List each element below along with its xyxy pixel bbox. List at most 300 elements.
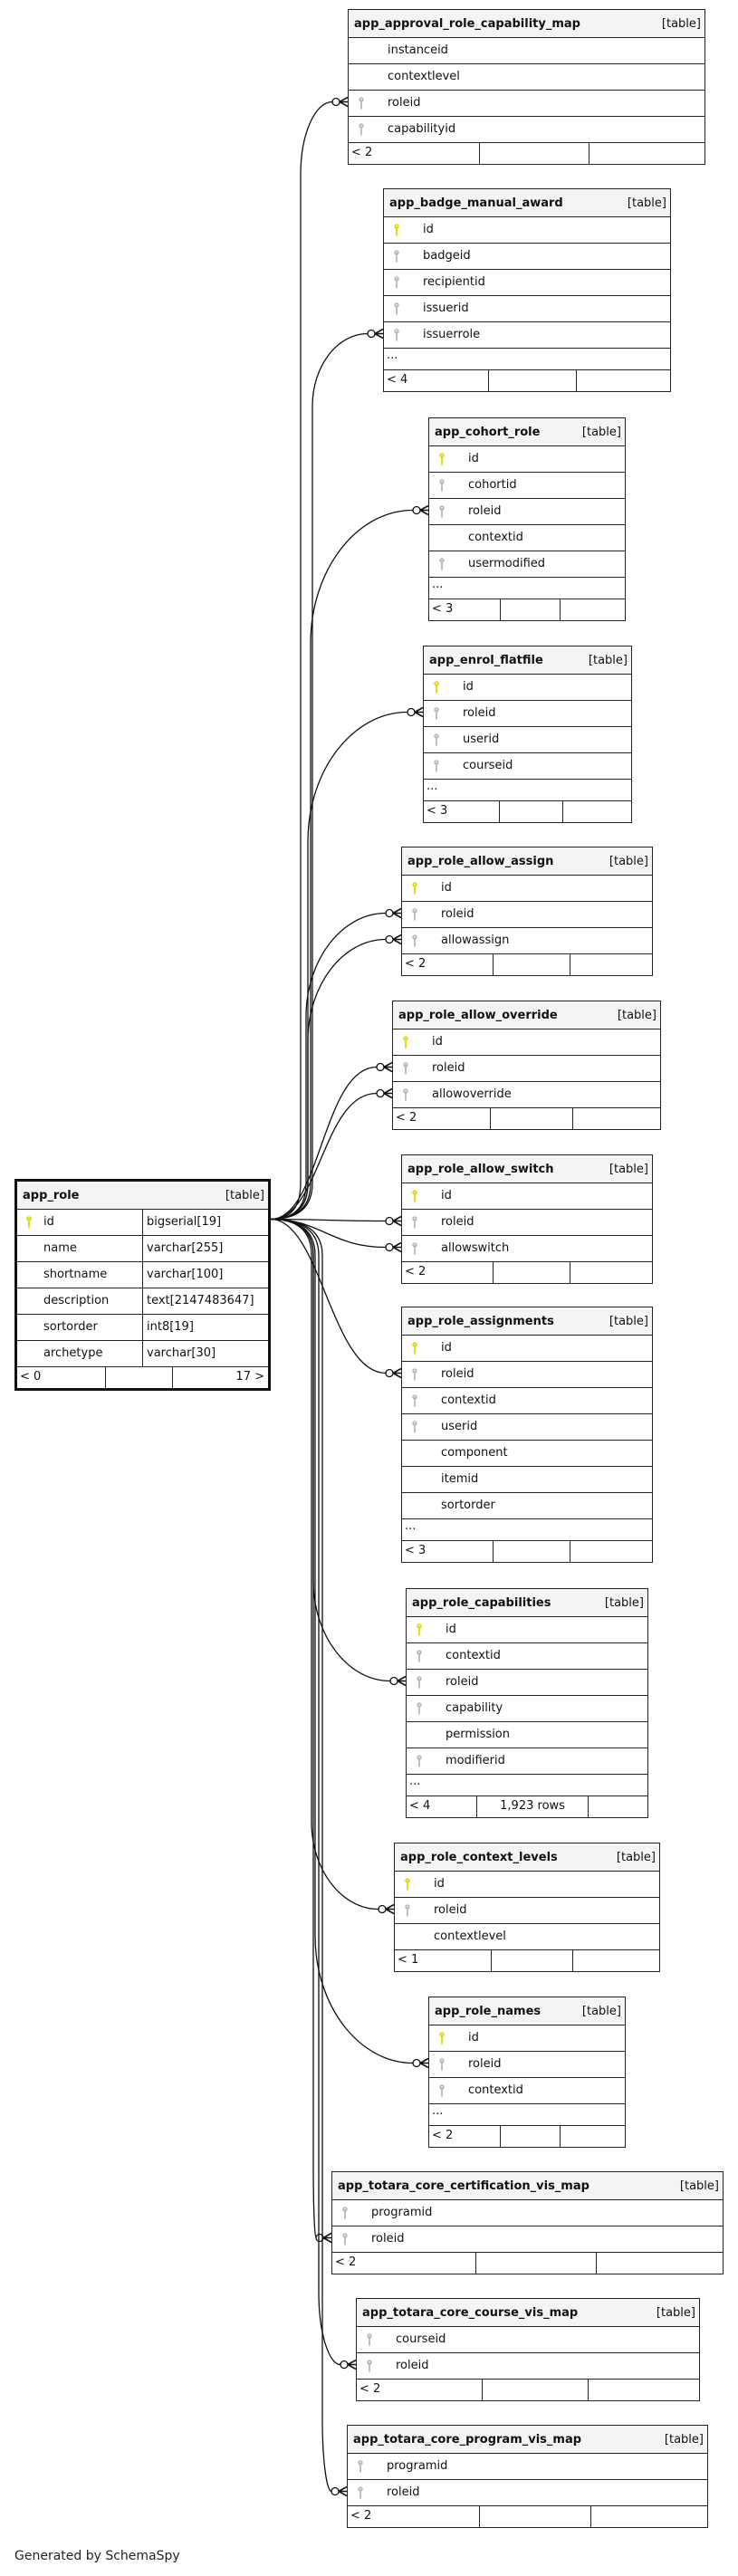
foreign-key-icon <box>358 2460 363 2473</box>
column-row-roleid[interactable] <box>393 1055 660 1081</box>
relationship-edge-app-role-assignments-roleid <box>271 1220 386 1374</box>
table-footer <box>332 2252 723 2274</box>
child-count[interactable]: 17 > <box>172 1367 268 1388</box>
row-count <box>499 801 561 822</box>
column-type: varchar[255] <box>142 1236 268 1261</box>
table-name-link[interactable]: app_badge_manual_award <box>389 196 563 210</box>
column-name: roleid <box>468 504 502 518</box>
column-row-recipientid[interactable] <box>384 269 670 295</box>
column-row-id[interactable] <box>429 445 625 472</box>
optional-zero-marker <box>386 910 393 917</box>
table-node-app-role-allow-override[interactable] <box>392 1001 661 1130</box>
foreign-key-icon <box>367 2333 372 2346</box>
table-header <box>402 1155 652 1183</box>
column-type: int8[19] <box>142 1315 268 1340</box>
table-node-app-totara-core-program-vis-map[interactable] <box>347 2425 708 2528</box>
crows-foot-many-marker <box>398 1677 406 1686</box>
foreign-key-icon <box>403 1062 408 1075</box>
more-columns-indicator: ... <box>429 2103 625 2125</box>
foreign-key-icon <box>439 505 445 518</box>
foreign-key-icon <box>367 2360 372 2372</box>
table-node-app-badge-manual-award[interactable] <box>383 188 671 392</box>
column-name: badgeid <box>423 249 471 263</box>
table-footer <box>429 2125 625 2147</box>
child-count[interactable] <box>588 2380 699 2400</box>
parent-count[interactable]: < 3 <box>432 602 454 616</box>
column-name: itemid <box>441 1472 479 1486</box>
parent-count[interactable]: < 2 <box>405 1265 427 1278</box>
column-row-allowoverride[interactable] <box>393 1081 660 1107</box>
column-row-contextlevel[interactable] <box>395 1923 659 1949</box>
column-name: allowswitch <box>441 1241 510 1255</box>
column-name: courseid <box>396 2332 446 2346</box>
table-header <box>393 1001 660 1029</box>
column-row-capabilityid[interactable] <box>349 116 704 142</box>
column-row-userid[interactable] <box>402 1413 652 1440</box>
table-name-link[interactable]: app_role_allow_assign <box>407 854 554 868</box>
table-node-app-enrol-flatfile[interactable] <box>423 646 632 823</box>
crows-foot-many-marker <box>393 1243 401 1252</box>
table-type-label: [table] <box>609 854 648 868</box>
table-type-label: [table] <box>661 16 701 31</box>
column-row-id[interactable] <box>395 1871 659 1897</box>
child-count[interactable] <box>570 954 652 975</box>
relationship-edge-app-role-capabilities-roleid <box>271 1220 390 1681</box>
table-name-link[interactable]: app_role_names <box>435 2004 542 2018</box>
foreign-key-icon <box>417 1650 422 1662</box>
column-name: id <box>468 2031 479 2045</box>
column-row-permission[interactable] <box>407 1721 647 1748</box>
column-row-contextlevel[interactable] <box>349 63 704 90</box>
optional-zero-marker <box>413 2060 420 2067</box>
crows-foot-many-marker <box>420 506 428 515</box>
column-row-courseid[interactable] <box>424 752 631 779</box>
crows-foot-many-marker <box>340 98 348 107</box>
foreign-key-icon <box>412 1242 417 1255</box>
column-name: id <box>441 1189 452 1202</box>
column-row-roleid[interactable] <box>429 498 625 524</box>
column-name: capability <box>446 1701 503 1715</box>
crows-foot-many-marker <box>339 2487 347 2496</box>
primary-key-icon <box>412 1342 417 1355</box>
parent-count[interactable]: < 4 <box>387 373 408 387</box>
column-row-roleid[interactable] <box>424 700 631 726</box>
column-name: allowoverride <box>432 1087 512 1101</box>
column-row-usermodified[interactable] <box>429 551 625 577</box>
table-footer <box>395 1949 659 1971</box>
column-row-courseid[interactable] <box>357 2326 699 2352</box>
table-footer <box>357 2379 699 2400</box>
foreign-key-icon <box>412 1394 417 1407</box>
table-name-link[interactable]: app_cohort_role <box>435 425 541 439</box>
relationship-edge-app-totara-core-certification-vis-map-roleid <box>271 1220 316 2238</box>
primary-key-icon <box>394 224 399 236</box>
table-type-label: [table] <box>664 2432 704 2447</box>
column-row-roleid[interactable] <box>357 2352 699 2379</box>
column-name: roleid <box>441 1215 474 1229</box>
column-row-component[interactable] <box>402 1440 652 1466</box>
foreign-key-icon <box>412 934 417 947</box>
crows-foot-many-marker <box>348 2361 356 2370</box>
foreign-key-icon <box>342 2233 348 2246</box>
column-row-roleid[interactable] <box>395 1897 659 1923</box>
column-row-contextid[interactable] <box>429 2077 625 2103</box>
parent-count[interactable]: < 2 <box>335 2255 357 2269</box>
column-row-sortorder[interactable] <box>402 1492 652 1518</box>
table-header <box>402 1307 652 1335</box>
relationship-edge-app-role-allow-switch-allowswitch <box>271 1220 386 1248</box>
column-row-contextid[interactable] <box>402 1387 652 1413</box>
column-name: contextid <box>441 1393 496 1407</box>
column-name: contextid <box>468 531 523 544</box>
table-header <box>424 646 631 674</box>
primary-key-icon <box>412 882 417 895</box>
more-columns-indicator: ... <box>407 1774 647 1796</box>
column-row-roleid[interactable] <box>349 90 704 116</box>
table-node-app-totara-core-course-vis-map[interactable] <box>356 2298 700 2401</box>
table-name-link[interactable]: app_totara_core_course_vis_map <box>362 2305 579 2320</box>
column-name: component <box>441 1446 508 1460</box>
column-name: allowassign <box>441 934 510 947</box>
column-row-description[interactable] <box>17 1288 268 1314</box>
column-row-id[interactable] <box>402 1183 652 1209</box>
column-name: sortorder <box>43 1320 98 1334</box>
child-count[interactable] <box>576 370 670 391</box>
column-name: shortname <box>43 1268 108 1281</box>
parent-count[interactable]: < 2 <box>359 2382 381 2396</box>
table-node-app-role-allow-switch[interactable] <box>401 1154 653 1284</box>
child-count[interactable] <box>570 1541 652 1562</box>
column-name: modifierid <box>446 1754 505 1767</box>
foreign-key-icon <box>434 707 439 720</box>
column-name: roleid <box>371 2232 405 2246</box>
child-count[interactable] <box>560 2126 625 2147</box>
column-row-id[interactable] <box>424 674 631 700</box>
table-node-app-role-context-levels[interactable] <box>394 1843 660 1972</box>
table-node-app-approval-role-capability-map[interactable] <box>348 9 705 165</box>
column-row-sortorder[interactable] <box>17 1314 268 1340</box>
column-type: bigserial[19] <box>142 1210 268 1235</box>
column-name: id <box>43 1215 54 1229</box>
table-header <box>395 1843 659 1871</box>
table-footer <box>402 953 652 975</box>
relationship-edge-app-role-allow-assign-allowassign <box>271 940 386 1220</box>
crows-foot-many-marker <box>375 330 383 339</box>
optional-zero-marker <box>368 330 375 338</box>
table-footer <box>349 142 704 164</box>
column-name: userid <box>441 1420 478 1433</box>
table-footer <box>393 1107 660 1129</box>
column-row-archetype[interactable] <box>17 1340 268 1366</box>
table-name-link[interactable]: app_role <box>23 1188 80 1202</box>
more-columns-indicator: ... <box>384 348 670 369</box>
optional-zero-marker <box>407 709 415 716</box>
table-name-link[interactable]: app_role_allow_override <box>398 1008 558 1022</box>
more-columns-indicator: ... <box>429 577 625 599</box>
table-type-label: [table] <box>679 2179 719 2193</box>
column-row-id[interactable] <box>393 1029 660 1055</box>
column-row-badgeid[interactable] <box>384 243 670 269</box>
column-row-allowswitch[interactable] <box>402 1235 652 1261</box>
optional-zero-marker <box>332 99 340 106</box>
column-name: roleid <box>463 706 496 720</box>
foreign-key-icon <box>417 1755 422 1767</box>
table-type-label: [table] <box>627 196 666 210</box>
table-footer <box>407 1796 647 1817</box>
column-name: programid <box>387 2459 448 2473</box>
table-header <box>407 1589 647 1616</box>
table-header <box>384 189 670 216</box>
table-footer <box>17 1366 268 1388</box>
column-name: roleid <box>387 2485 420 2499</box>
column-row-roleid[interactable] <box>407 1669 647 1695</box>
column-row-roleid[interactable] <box>429 2051 625 2077</box>
primary-key-icon <box>26 1216 32 1229</box>
column-row-capability[interactable] <box>407 1695 647 1721</box>
column-row-itemid[interactable] <box>402 1466 652 1492</box>
column-name: name <box>43 1241 77 1255</box>
table-type-label: [table] <box>609 1162 648 1176</box>
column-row-shortname[interactable] <box>17 1261 268 1288</box>
column-name: contextlevel <box>388 70 460 83</box>
column-row-allowassign[interactable] <box>402 927 652 953</box>
table-type-label: [table] <box>609 1314 648 1328</box>
column-name: id <box>463 680 474 694</box>
table-name-link[interactable]: app_role_capabilities <box>412 1595 551 1610</box>
relationship-edge-app-totara-core-program-vis-map-roleid <box>271 1220 331 2492</box>
table-node-app-totara-core-certification-vis-map[interactable] <box>331 2171 724 2274</box>
table-name-link[interactable]: app_role_allow_switch <box>407 1162 554 1176</box>
table-name-link[interactable]: app_role_context_levels <box>400 1850 558 1864</box>
column-row-roleid[interactable] <box>332 2226 723 2252</box>
column-name: roleid <box>396 2359 429 2372</box>
table-type-label: [table] <box>617 1008 657 1022</box>
parent-count[interactable]: < 2 <box>432 2129 454 2142</box>
child-count[interactable] <box>562 801 631 822</box>
column-row-roleid[interactable] <box>402 901 652 927</box>
table-header <box>348 2426 707 2453</box>
column-name: instanceid <box>388 43 448 57</box>
column-name: id <box>446 1623 456 1636</box>
crows-foot-many-marker <box>393 1369 401 1378</box>
crows-foot-many-marker <box>420 2059 428 2068</box>
column-row-userid[interactable] <box>424 726 631 752</box>
relationship-edge-app-badge-manual-award-issuerrole <box>271 334 368 1220</box>
row-count <box>105 1367 172 1388</box>
optional-zero-marker <box>386 1244 393 1251</box>
relationship-edge-app-enrol-flatfile-roleid <box>271 713 407 1220</box>
foreign-key-icon <box>412 1421 417 1433</box>
table-node-app-role[interactable] <box>14 1179 271 1391</box>
table-node-app-role-names[interactable] <box>428 1997 626 2148</box>
primary-key-icon <box>439 2032 445 2045</box>
table-footer <box>402 1540 652 1562</box>
table-name-link[interactable]: app_totara_core_certification_vis_map <box>338 2179 589 2193</box>
table-type-label: [table] <box>588 653 628 667</box>
table-footer <box>384 369 670 391</box>
table-type-label: [table] <box>656 2305 695 2320</box>
child-count[interactable] <box>560 599 625 620</box>
column-name: id <box>434 1877 445 1891</box>
column-name: roleid <box>468 2057 502 2071</box>
column-row-roleid[interactable] <box>402 1209 652 1235</box>
primary-key-icon <box>434 681 439 694</box>
foreign-key-icon <box>342 2207 348 2219</box>
foreign-key-icon <box>412 1216 417 1229</box>
more-columns-indicator: ... <box>424 779 631 800</box>
column-name: archetype <box>43 1346 103 1360</box>
optional-zero-marker <box>377 1064 384 1071</box>
table-type-label: [table] <box>581 2004 621 2018</box>
column-name: id <box>432 1035 443 1049</box>
relationship-edge-app-role-context-levels-roleid <box>271 1220 379 1910</box>
row-count <box>488 370 576 391</box>
child-count[interactable] <box>588 1796 647 1817</box>
column-row-instanceid[interactable] <box>349 37 704 63</box>
parent-count[interactable]: < 2 <box>405 957 427 971</box>
table-node-app-cohort-role[interactable] <box>428 417 626 621</box>
column-row-name[interactable] <box>17 1235 268 1261</box>
foreign-key-icon <box>434 760 439 772</box>
foreign-key-icon <box>394 329 399 341</box>
child-count[interactable] <box>596 2253 723 2274</box>
foreign-key-icon <box>412 1368 417 1381</box>
parent-count[interactable]: < 3 <box>405 1544 427 1557</box>
column-row-id[interactable] <box>402 875 652 901</box>
foreign-key-icon <box>403 1088 408 1101</box>
column-row-issuerid[interactable] <box>384 295 670 321</box>
crows-foot-many-marker <box>393 935 401 944</box>
foreign-key-icon <box>358 2486 363 2499</box>
column-row-programid[interactable] <box>348 2453 707 2479</box>
table-name-link[interactable]: app_role_assignments <box>407 1314 554 1328</box>
foreign-key-icon <box>417 1702 422 1715</box>
table-footer <box>348 2505 707 2527</box>
table-header <box>429 1997 625 2025</box>
row-count <box>493 954 569 975</box>
relationship-edge-app-role-allow-override-roleid <box>271 1068 377 1220</box>
parent-count[interactable]: < 2 <box>350 2509 372 2523</box>
column-type: text[2147483647] <box>142 1288 268 1314</box>
primary-key-icon <box>417 1623 422 1636</box>
primary-key-icon <box>403 1036 408 1049</box>
column-name: cohortid <box>468 478 517 492</box>
table-name-link[interactable]: app_enrol_flatfile <box>429 653 543 667</box>
crows-foot-many-marker <box>415 708 423 717</box>
table-node-app-role-allow-assign[interactable] <box>401 847 653 976</box>
child-count[interactable] <box>572 1950 659 1971</box>
table-header <box>17 1182 268 1209</box>
column-name: contextid <box>446 1649 501 1662</box>
column-row-id[interactable] <box>402 1335 652 1361</box>
crows-foot-many-marker <box>384 1089 392 1098</box>
table-name-link[interactable]: app_approval_role_capability_map <box>354 16 580 31</box>
child-count[interactable] <box>589 143 704 164</box>
row-count <box>500 2126 559 2147</box>
primary-key-icon <box>412 1190 417 1202</box>
row-count <box>475 2253 596 2274</box>
column-type: varchar[100] <box>142 1262 268 1288</box>
column-name: id <box>441 1341 452 1355</box>
column-row-roleid[interactable] <box>402 1361 652 1387</box>
parent-count[interactable]: < 3 <box>427 804 448 818</box>
foreign-key-icon <box>439 2058 445 2071</box>
relationship-edge-app-approval-role-capability-map-roleid <box>271 102 332 1220</box>
column-row-modifierid[interactable] <box>407 1748 647 1774</box>
parent-count[interactable]: < 2 <box>396 1111 417 1125</box>
table-node-app-role-capabilities[interactable] <box>406 1588 648 1818</box>
foreign-key-icon <box>417 1676 422 1689</box>
relationship-edge-app-totara-core-course-vis-map-roleid <box>271 1220 340 2365</box>
table-footer <box>424 800 631 822</box>
table-header <box>429 418 625 445</box>
column-row-issuerrole[interactable] <box>384 321 670 348</box>
table-node-app-role-assignments[interactable] <box>401 1307 653 1563</box>
column-name: issuerrole <box>423 328 481 341</box>
child-count[interactable] <box>590 2506 707 2527</box>
column-row-id[interactable] <box>429 2025 625 2051</box>
child-count[interactable] <box>572 1108 660 1129</box>
row-count <box>482 2380 587 2400</box>
table-footer <box>402 1261 652 1283</box>
column-name: id <box>441 881 452 895</box>
column-row-id[interactable] <box>384 216 670 243</box>
table-type-label: [table] <box>616 1850 656 1864</box>
optional-zero-marker <box>331 2488 339 2495</box>
column-row-roleid[interactable] <box>348 2479 707 2505</box>
optional-zero-marker <box>390 1678 398 1685</box>
primary-key-icon <box>405 1878 410 1891</box>
column-name: description <box>43 1294 110 1307</box>
foreign-key-icon <box>439 2084 445 2097</box>
parent-count[interactable]: < 2 <box>351 146 373 159</box>
foreign-key-icon <box>434 733 439 746</box>
row-count <box>491 1950 571 1971</box>
foreign-key-icon <box>405 1904 410 1917</box>
optional-zero-marker <box>386 1370 393 1377</box>
column-row-id[interactable] <box>17 1209 268 1235</box>
row-count <box>479 2506 589 2527</box>
column-row-contextid[interactable] <box>407 1642 647 1669</box>
column-name: usermodified <box>468 557 546 570</box>
crows-foot-many-marker <box>393 909 401 918</box>
column-row-contextid[interactable] <box>429 524 625 551</box>
table-header <box>402 847 652 875</box>
table-name-link[interactable]: app_totara_core_program_vis_map <box>353 2432 582 2447</box>
column-name: sortorder <box>441 1499 495 1512</box>
foreign-key-icon <box>412 908 417 921</box>
foreign-key-icon <box>394 276 399 289</box>
column-row-programid[interactable] <box>332 2199 723 2226</box>
child-count[interactable] <box>570 1262 652 1283</box>
foreign-key-icon <box>439 479 445 492</box>
primary-key-icon <box>439 453 445 465</box>
crows-foot-many-marker <box>384 1063 392 1072</box>
foreign-key-icon <box>359 97 364 110</box>
row-count <box>490 1108 571 1129</box>
parent-count[interactable]: < 1 <box>398 1953 419 1967</box>
optional-zero-marker <box>340 2361 348 2369</box>
parent-count[interactable]: < 0 <box>20 1370 42 1384</box>
column-name: programid <box>371 2206 433 2219</box>
column-name: roleid <box>432 1061 465 1075</box>
parent-count[interactable]: < 4 <box>409 1799 431 1813</box>
column-row-cohortid[interactable] <box>429 472 625 498</box>
more-columns-indicator: ... <box>402 1518 652 1540</box>
row-count: 1,923 rows <box>476 1796 588 1817</box>
column-row-id[interactable] <box>407 1616 647 1642</box>
column-name: roleid <box>446 1675 479 1689</box>
